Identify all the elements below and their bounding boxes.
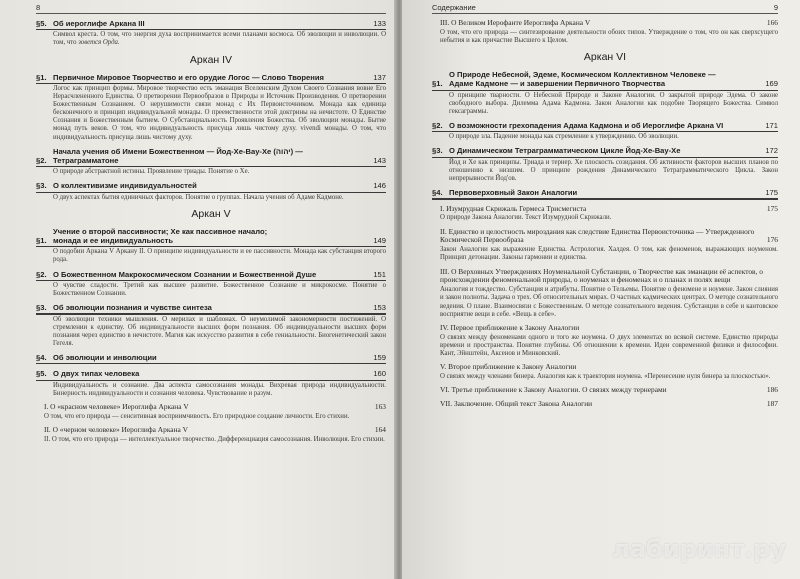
section-title-line: О коллективизме индивидуальностей: [53, 181, 197, 191]
heading-rule: [36, 363, 386, 364]
subsection-title: IV. Первое приближение к Закону Аналогии: [440, 322, 580, 332]
description-text: О природе Закона Аналогии. Текст Изумрудной Скрижали.: [440, 214, 612, 222]
section-description: [53, 85, 386, 142]
section-title-line: О Божественном Макрокосмическом Сознании и Божественной Душе: [53, 269, 317, 279]
description-text: О природе абстрактной истины. Проявление триады. Понятие о Хе.: [53, 168, 250, 176]
section-title-line: О двух типах человека: [53, 369, 140, 379]
page-number: 133: [373, 19, 386, 28]
section-description: [449, 159, 778, 183]
section-heading: [432, 188, 778, 197]
section-title: [53, 270, 369, 279]
section-number: §1.: [36, 236, 47, 245]
section-description: [440, 214, 778, 222]
section-title: [53, 73, 369, 82]
subsection-heading: [440, 324, 778, 333]
left-running-head: [36, 0, 386, 14]
page-number: 187: [766, 398, 778, 408]
heading-rule: [36, 280, 386, 281]
heading-rule: [36, 246, 386, 247]
section-title-line: Первоверховный Закон Аналогии: [449, 188, 578, 198]
subsection-title: II. Единство и целостность мироздания как следствие Единства Первоисточника — Утвержденного Космической Первообраза: [440, 226, 755, 245]
section-title-line: Начала учения об Имени Божественном — Йод-Хе-Вау-Хе (יהוה) —: [53, 146, 303, 156]
description-text: О том, что его природа — сенситивная восприимчивость. Его природное создание личности. Его стихии.: [44, 412, 350, 420]
section-title-line: Учение о второй пассивности; Хе как пассивное начало;: [53, 226, 268, 236]
subsection-title: I. Изумрудная Скрижаль Гермеса Трисмегиста: [440, 203, 587, 213]
toc-section: [36, 19, 386, 48]
section-title: [53, 369, 369, 378]
heading-rule: [432, 90, 778, 91]
section-title: [53, 147, 369, 165]
description-text: О связях между членами бинера. Аналогия как к траектория ноумена. «Перенесение нуля бинера за плоскостью».: [440, 372, 771, 380]
toc-subsection: [432, 228, 778, 263]
left-toc-list: [36, 19, 386, 444]
section-title-line: Об иероглифе Аркана III: [53, 19, 145, 28]
section-title-line: Первичное Мировое Творчество и его орудие Логос — Слово Творения: [53, 72, 324, 82]
page-number: 186: [766, 384, 778, 394]
subsection-heading: [440, 268, 778, 286]
section-description: [53, 168, 386, 176]
page-number: 153: [373, 303, 386, 313]
arkan-heading: Аркан V: [191, 207, 231, 220]
heading-rule: [432, 157, 778, 158]
description-text: О подобии Аркана V Аркану II. О принципе индивидуальности и ее пассивности. Монада как субстанция второго рода.: [53, 248, 386, 264]
left-page: [0, 0, 396, 579]
toc-section: [36, 73, 386, 142]
toc-subsection: [432, 386, 778, 395]
toc-subsection: [432, 324, 778, 358]
toc-subsection: [432, 205, 778, 223]
right-toc-list: [432, 70, 778, 409]
section-title-line: О возможности грехопадения Адама Кадмона и об Иероглифе Аркана VI: [449, 120, 724, 130]
page-number: 163: [374, 401, 386, 411]
subsection-title: VI. Третье приближение к Закону Аналогии. О связях между тернерами: [440, 384, 667, 394]
description-text: II. О том, что его природа — интеллектуальное творчество. Дифференциация самосознания. Инволюция. Его стихии.: [44, 435, 385, 443]
subsection-heading: [44, 403, 386, 412]
section-description: [44, 413, 386, 421]
section-title-line: Тетраграмматоне: [53, 155, 119, 165]
subsection-heading: [440, 363, 778, 372]
section-heading: [36, 19, 386, 28]
description-text: Символ креста. О том, что энергия духа воспринимается всеми планами космоса. Об эволюции и инволюции. О том, что: [53, 31, 386, 47]
heading-rule: [36, 166, 386, 167]
section-title-line: Об эволюции познания и чувстве синтеза: [53, 303, 212, 313]
right-top-list: [432, 19, 778, 45]
section-description: [44, 436, 386, 444]
page-number: 160: [373, 369, 386, 379]
description-text: О двух аспектах бытия единичных факторов. Понятие о группах. Начала учения об Адаме Кадмоне.: [53, 193, 344, 201]
description-text: О том, что его природа — синтезирование деятельности обоих типов. Утверждение о том, что он как сверхсущего небытия и как причастие Высшего к Целом.: [440, 28, 778, 44]
heading-rule: [36, 192, 386, 193]
heading-rule: [36, 380, 386, 381]
toc-subsection: [432, 400, 778, 409]
page-number: 175: [766, 203, 778, 213]
subsection-title: I. О «красном человеке» Иероглифа Аркана V: [44, 401, 189, 411]
section-heading: [432, 121, 778, 130]
section-description: [440, 373, 778, 381]
section-number: §3.: [432, 146, 443, 156]
subsection-heading: [440, 386, 778, 395]
toc-section: [36, 369, 386, 398]
description-text: Об эволюции техники мышления. О мерилах и шаблонах. О неумолимой закономерности постижений. О стремлении к единству. Об индивидуальности высших форм познания. Об индивидуальности высших форм познания через единство в нечистоте. Магия как искусство развития в себе гениальности. Биогенетический закон Гегеля.: [53, 315, 386, 347]
section-number: §2.: [36, 269, 47, 279]
section-heading: [432, 70, 778, 88]
description-italic: зовется Орда.: [78, 39, 120, 47]
section-number: §3.: [36, 181, 47, 191]
arkan-heading: Аркан IV: [189, 53, 233, 66]
section-heading: [36, 73, 386, 82]
subsection-heading: [440, 205, 778, 214]
page-number: 149: [373, 236, 386, 245]
description-text: О принципе тварности. О Небесной Природе и Законе Аналогии. О закрытой природе Эдема. О законе свободного выбора. Дилемма Адама Кадмона. Закон Аналогии как подобие Творящего Божества. Символ гексаграммы.: [449, 91, 778, 115]
description-text: О связях между феноменами одного и того же ноумена. О двух элементах во всякой системе. Единство природы времени и пространства. Понятие глубины. Об отношении к времени. Идеи современной физики и философии. Кант, Эйнштейн, Аксенов и Минковский.: [440, 333, 778, 357]
section-title: [449, 146, 761, 155]
section-description: [53, 282, 386, 298]
page-number: 146: [373, 181, 386, 191]
toc-subsection: [432, 363, 778, 381]
page-number: 151: [373, 269, 386, 279]
toc-subsection: [432, 19, 778, 45]
section-title: [53, 19, 369, 28]
section-number: §3.: [36, 303, 47, 313]
page-number: 159: [373, 352, 386, 362]
section-title: [449, 188, 761, 197]
page-number: 176: [766, 235, 778, 245]
description-text: Закон Аналогии как выражение Единства. Астрология. Халдея. О том, как феноменов, выражающих ноуменом. Принцип детонации. Законы гармонии и единства.: [440, 246, 778, 262]
toc-subsection: [36, 426, 386, 444]
description-text: Логос как принцип формы. Мировое творчество есть эманация Вселенским Духом Своего Сознания вовне Его Нерасчлененного Единства. О претворении Первообразов в Природы и Источник Производения. О претворении Божественным Сознанием. О нерушимости связи монад с Их Первоисточником. Монада как единица бесконечного и принцип индивидуальной монады. О преемственности этой доктрины на нечистоте. О Единстве Сознания и Божественным бытием. О Субстанциальность Проявления Божества. Об эволюции монады. Бытие монад путь веков. О том, что индивидуальность присуща лишь чистому духу. vivendi монады. О том, что индивидуальность присуща лишь чистому духу.: [53, 84, 386, 141]
section-heading: [432, 146, 778, 155]
subsection-heading: [440, 228, 778, 246]
section-description: [440, 246, 778, 262]
heading-rule: [432, 198, 778, 199]
page-number: 164: [374, 424, 386, 434]
section-description: [449, 133, 778, 141]
description-text: Индивидуальность и сознание. Два аспекта самосознания монады. Вихревая природа индивидуальности. Бинерность индивидуальности и сознания человека. Чувствование и разум.: [53, 381, 386, 397]
description-text: О чувстве сладости. Третий как высшее развитие. Божественное Сознание и микрокосме. Понятие о Божественном Сознании.: [53, 281, 386, 298]
toc-section: [432, 188, 778, 199]
page-number: 175: [765, 188, 778, 198]
section-number: §1.: [432, 79, 443, 89]
section-title-line: Об эволюции и инволюции: [53, 352, 157, 362]
heading-rule: [36, 313, 386, 314]
section-number: §2.: [432, 120, 443, 130]
section-heading: [36, 147, 386, 165]
toc-section: [36, 270, 386, 299]
section-title-line: О Природе Небесной, Эдеме, Космическом Коллективном Человеке —: [449, 70, 716, 80]
description-text: Йод и Хе как принципы. Триада и тернер. Хе плоскость созидания. Об активности факторов высших планов по отношению к низшим. О принципе рождения Динамического Тетраграмматического Цикла. Закон непрерывности Йод'ов.: [449, 158, 778, 183]
subsection-heading: [440, 19, 778, 28]
subsection-title: III. О Великом Иерофанте Иероглифа Аркана V: [440, 18, 591, 27]
page-number: 143: [373, 155, 386, 165]
page-number: 172: [765, 146, 778, 156]
section-description: [53, 194, 386, 202]
toc-subsection: [432, 268, 778, 319]
toc-section: [432, 121, 778, 141]
section-title: [449, 70, 761, 88]
section-description: [53, 382, 386, 398]
section-title: [53, 303, 369, 312]
section-heading: [36, 353, 386, 362]
toc-section: [36, 353, 386, 364]
page-number: 166: [766, 18, 778, 27]
page-number: 169: [765, 79, 778, 89]
toc-subsection: [36, 403, 386, 421]
page-number: 137: [373, 72, 386, 82]
heading-rule: [432, 131, 778, 132]
running-head-title: Содержание: [432, 3, 476, 12]
section-heading: [36, 270, 386, 279]
section-description: [449, 92, 778, 116]
section-heading: [36, 227, 386, 245]
toc-section: [36, 303, 386, 348]
description-text: О природе зла. Падение монады как стремление к утверждению. Об эволюции.: [449, 133, 679, 141]
section-heading: [36, 303, 386, 312]
heading-rule: [36, 83, 386, 84]
heading-rule: [36, 29, 386, 30]
section-description: [440, 334, 778, 358]
section-title-line: монада и ее индивидуальность: [53, 236, 174, 245]
left-page-number: 8: [36, 3, 41, 12]
toc-section: [36, 147, 386, 177]
section-title: [53, 353, 369, 362]
watermark: лабиринт.ру: [612, 535, 786, 563]
toc-section: [432, 70, 778, 116]
section-description: [53, 248, 386, 264]
subsection-heading: [44, 426, 386, 435]
section-number: §4.: [36, 352, 47, 362]
section-title: [53, 181, 369, 190]
section-title-line: О Динамическом Тетраграмматическом Цикле Йод-Хе-Вау-Хе: [449, 146, 681, 156]
section-number: §1.: [36, 72, 47, 82]
section-heading: [36, 369, 386, 378]
section-number: §2.: [36, 155, 47, 165]
section-title-line: Адаме Кадмоне — и завершении Первичного Творчества: [449, 79, 666, 89]
toc-section: [36, 227, 386, 265]
section-description: [53, 31, 386, 47]
section-number: §5.: [36, 19, 47, 28]
section-title: [53, 227, 369, 245]
right-running-head: [432, 0, 778, 14]
section-description: [440, 29, 778, 45]
right-page-number: 9: [773, 3, 778, 12]
section-heading: [36, 181, 386, 190]
toc-section: [36, 181, 386, 201]
right-page: [402, 0, 800, 579]
subsection-title: III. О Верховных Утверждениях Ноуменальной Субстанции, о Творчестве как эманации её аспектов, о происхождении феноменальной природы, о ноуменах и феноменах и о планах и полях вещи: [440, 266, 763, 285]
subsection-title: VII. Заключение. Общий текст Закона Аналогии: [440, 398, 593, 408]
subsection-title: V. Второе приближение к Закону Аналогии: [440, 361, 577, 371]
page-number: 171: [765, 120, 778, 130]
section-description: [53, 316, 386, 348]
description-text: Аналогия и тождество. Субстанция и атрибуты. Понятие о Тельемы. Понятие о феномене и ноумене. Закон слияния и закон полноты. Задача о трех. Об относительных мирах. О частных кадмических центрах. О методе сознательного ведения. О плане. Взаимосвязи с Божественным. О методе сознательного ведения. Субстанции в себе и кантовское восприятие вещи в себе. «Вещь в себе».: [440, 286, 778, 318]
subsection-heading: [440, 400, 778, 409]
section-description: [440, 286, 778, 318]
subsection-title: II. О «черном человеке» Иероглифа Аркана V: [44, 424, 188, 434]
section-number: §4.: [432, 188, 443, 198]
toc-section: [432, 146, 778, 183]
arkan-heading: Аркан VI: [583, 51, 627, 64]
section-title: [449, 121, 761, 130]
section-number: §5.: [36, 369, 47, 379]
